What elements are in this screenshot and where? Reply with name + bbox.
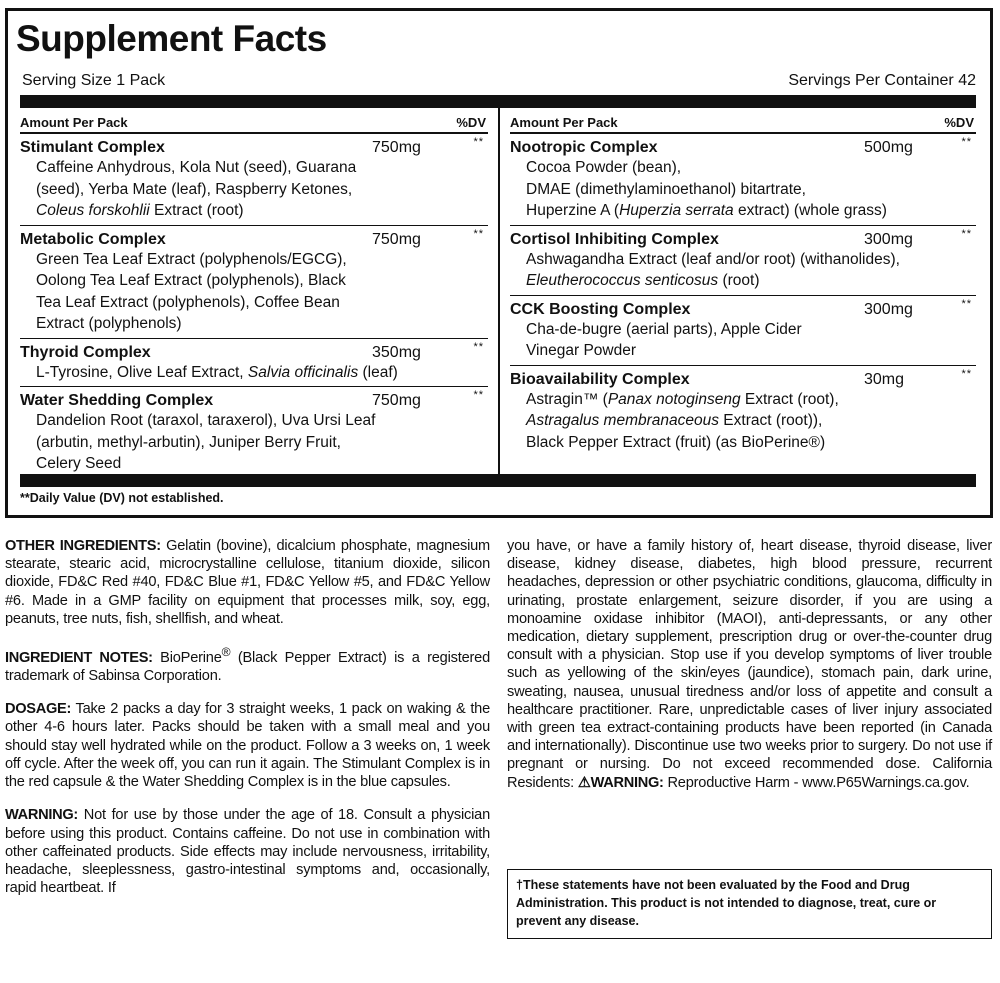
- latin-name: Panax notoginseng: [607, 390, 741, 408]
- ingredient-notes: [5, 643, 490, 685]
- complex-name: Cortisol Inhibiting Complex: [510, 230, 719, 248]
- complex-row: [20, 339, 488, 388]
- ingredient-line: [526, 249, 976, 271]
- ingredient-line: [36, 157, 488, 179]
- dv-header: %DV: [944, 115, 974, 130]
- complex-row: [20, 134, 488, 226]
- ingredient-line: [526, 179, 976, 201]
- amount-per-pack-label: Amount Per Pack: [510, 115, 618, 130]
- column-header: [20, 108, 488, 130]
- complex-amount: 350mg: [372, 343, 421, 361]
- warning-continued: [507, 537, 992, 792]
- ingredient-notes-text: BioPerine: [152, 649, 222, 666]
- dv-not-established-mark: **: [961, 367, 972, 380]
- complex-row: [510, 366, 976, 457]
- warning-label: WARNING:: [5, 807, 78, 824]
- complex-row: [510, 226, 976, 296]
- dosage-label: DOSAGE:: [5, 701, 72, 718]
- complex-ingredients: [20, 249, 488, 335]
- ingredient-text: Dandelion Root (taraxol, taraxerol), Uva Ursi Leaf: [36, 412, 376, 429]
- prop65-warning-label: ⚠WARNING:: [577, 774, 664, 791]
- prop65-warning-text: Reproductive Harm - www.P65Warnings.ca.gov.: [663, 774, 970, 791]
- ingredient-text: Vinegar Powder: [526, 342, 637, 359]
- ingredient-line: [36, 362, 488, 384]
- complex-amount: 750mg: [372, 139, 421, 156]
- dosage: [5, 700, 490, 791]
- dv-not-established-mark: **: [961, 136, 972, 148]
- fda-disclaimer: †These statements have not been evaluated by the Food and Drug Administration. This product is not intended to diagnose, treat, cure or prevent any disease.: [507, 869, 992, 939]
- dv-footnote: **Daily Value (DV) not established.: [20, 491, 224, 505]
- ingredient-line: [526, 319, 976, 341]
- column-header: [510, 108, 976, 130]
- registered-mark: ®: [221, 645, 231, 660]
- ingredient-text: Extract (root): [149, 202, 244, 219]
- complex-amount: 30mg: [864, 370, 905, 388]
- ingredient-notes-label: INGREDIENT NOTES:: [5, 649, 153, 666]
- latin-name: Coleus forskohlii: [36, 202, 150, 219]
- other-ingredients-label: OTHER INGREDIENTS:: [5, 538, 161, 554]
- facts-column-left: [20, 108, 488, 478]
- ingredient-line: [526, 340, 976, 362]
- complex-name: CCK Boosting Complex: [510, 300, 691, 318]
- ingredient-text: Cocoa Powder (bean),: [526, 159, 682, 176]
- complex-amount: 750mg: [372, 230, 421, 248]
- complex-ingredients: [510, 319, 976, 362]
- ingredient-text: Tea Leaf Extract (polyphenols), Coffee Bean: [36, 293, 340, 311]
- latin-name: Astragalus membranaceous: [526, 412, 719, 429]
- ingredient-line: [36, 410, 488, 432]
- complex-ingredients: [510, 249, 976, 292]
- complex-name: Stimulant Complex: [20, 139, 165, 156]
- ingredient-text: Extract (polyphenols): [36, 315, 182, 332]
- complex-name: Nootropic Complex: [510, 139, 658, 156]
- dosage-text: Take 2 packs a day for 3 straight weeks, 1 pack on waking & the other 4-6 hours later. Packs should be taken with a small meal and you should stay well hydrated while on the product. Follow a 3 weeks on, 1 week off cycle. After the week off, you can run it again. The Stimulant Complex is in the red capsule & the Water Shedding Complex is in the blue capsules.: [5, 701, 490, 791]
- complex-amount: 300mg: [864, 230, 913, 248]
- amount-per-pack-label: Amount Per Pack: [20, 115, 128, 130]
- other-ingredients: [5, 537, 490, 628]
- ingredient-text: (leaf): [358, 363, 398, 381]
- supplement-facts-title: Supplement Facts: [16, 18, 327, 59]
- complex-ingredients: [20, 410, 488, 475]
- dv-header: %DV: [456, 115, 486, 130]
- complex-name: Water Shedding Complex: [20, 392, 214, 409]
- ingredient-text: (root): [718, 272, 760, 289]
- label-text-left: [5, 537, 490, 912]
- ingredient-line: [36, 292, 488, 314]
- ingredient-line: [36, 249, 488, 271]
- complex-name: Bioavailability Complex: [510, 370, 690, 388]
- warning-text: Not for use by those under the age of 18. Consult a physician before using this product. Contains caffeine. Do not use in combination with other caffeinated products. Side effects may include nervousness, irritability, headache, sleeplessness, gastro-intestinal symptoms and, occasionally, rapid heartbeat. If: [5, 807, 490, 897]
- ingredient-notes-text-2: (Black Pepper Extract) is a registered trademark of Sabinsa Corporation.: [5, 649, 490, 685]
- complex-amount: 750mg: [372, 392, 421, 409]
- ingredient-text: L-Tyrosine, Olive Leaf Extract,: [36, 363, 248, 381]
- bottom-rule: [20, 474, 976, 487]
- complex-row: [510, 134, 976, 226]
- ingredient-line: [526, 270, 976, 292]
- dv-not-established-mark: **: [961, 297, 972, 310]
- complex-amount: 300mg: [864, 300, 913, 318]
- ingredient-text: extract) (whole grass): [733, 202, 887, 219]
- complex-name: Metabolic Complex: [20, 230, 166, 248]
- ingredient-line: [526, 200, 976, 222]
- ingredient-line: [36, 313, 488, 335]
- latin-name: Eleutherococcus senticosus: [526, 272, 719, 289]
- complex-list: [510, 134, 976, 456]
- facts-column-right: [510, 108, 976, 456]
- complex-name: Thyroid Complex: [20, 343, 151, 361]
- complex-row: [20, 387, 488, 478]
- ingredient-text: Black Pepper Extract (fruit) (as BioPerine®): [526, 433, 826, 451]
- complex-row: [20, 226, 488, 339]
- complex-ingredients: [510, 157, 976, 222]
- dv-not-established-mark: **: [961, 227, 972, 240]
- complex-ingredients: [510, 389, 976, 454]
- column-divider: [498, 108, 500, 474]
- ingredient-text: Ashwagandha Extract (leaf and/or root) (withanolides),: [526, 250, 900, 268]
- ingredient-text: Extract (root)),: [719, 412, 823, 429]
- ingredient-line: [36, 453, 488, 475]
- ingredient-text: Astragin™ (: [526, 390, 608, 408]
- dv-not-established-mark: **: [473, 136, 484, 148]
- ingredient-line: [526, 410, 976, 432]
- warning-continued-text: you have, or have a family history of, heart disease, thyroid disease, liver disease, kidney disease, diabetes, high blood pressure, recurrent headaches, depression or other psychiatric conditions, glaucoma, difficulty in urinating, prostate enlargement, seizure disorder, if you are using a monoamine oxidase inhibitor (MAOI), anti-depressants, or any other medication, dietary supplement, prescription drug or over-the-counter drug consult with a physician. Stop use if you develop symptoms of liver trouble such as yellowing of the skin/eyes (jaundice), stomach pain, dark urine, sweating, nausea, unusual tiredness and/or loss of appetite and consult a healthcare practitioner. Rare, unpredictable cases of liver injury associated with green tea extract-containing products have been reported (in Canada and internationally). Discontinue use two weeks prior to surgery. Do not use if pregnant or nursing. Do not exceed recommended dose. California Residents:: [507, 538, 992, 791]
- complex-amount: 500mg: [864, 139, 913, 156]
- label-text-right: [507, 537, 992, 792]
- ingredient-text: Caffeine Anhydrous, Kola Nut (seed), Guarana: [36, 159, 357, 176]
- serving-size: Serving Size 1 Pack: [22, 72, 166, 89]
- ingredient-text: Huperzine A (: [526, 202, 620, 219]
- warning: [5, 806, 490, 897]
- ingredient-text: Oolong Tea Leaf Extract (polyphenols), Black: [36, 272, 346, 289]
- ingredient-text: Cha-de-bugre (aerial parts), Apple Cider: [526, 320, 802, 338]
- complex-ingredients: [20, 362, 488, 384]
- ingredient-line: [526, 432, 976, 454]
- ingredient-text: Celery Seed: [36, 455, 122, 472]
- ingredient-text: (arbutin, methyl-arbutin), Juniper Berry Fruit,: [36, 433, 341, 451]
- ingredient-line: [36, 179, 488, 201]
- other-ingredients-text: Gelatin (bovine), dicalcium phosphate, magnesium stearate, stearic acid, microcrystalline cellulose, titanium dioxide, silicon dioxide, FD&C Red #40, FD&C Blue #1, FD&C Yellow #5, and FD&C Yellow #6. Made in a GMP facility on equipment that processes milk, soy, egg, peanuts, tree nuts, fish, shellfish, and wheat.: [5, 538, 490, 627]
- latin-name: Salvia officinalis: [247, 363, 359, 381]
- dv-not-established-mark: **: [473, 389, 484, 401]
- ingredient-line: [526, 157, 976, 179]
- top-rule: [20, 95, 976, 108]
- servings-per-container: Servings Per Container 42: [788, 72, 976, 89]
- dv-not-established-mark: **: [473, 340, 484, 353]
- ingredient-text: DMAE (dimethylaminoethanol) bitartrate,: [526, 180, 806, 198]
- ingredient-line: [36, 432, 488, 454]
- complex-list: [20, 134, 488, 478]
- ingredient-line: [36, 200, 488, 222]
- ingredient-text: (seed), Yerba Mate (leaf), Raspberry Ketones,: [36, 180, 353, 198]
- ingredient-line: [36, 270, 488, 292]
- ingredient-text: Green Tea Leaf Extract (polyphenols/EGCG),: [36, 250, 347, 268]
- ingredient-line: [526, 389, 976, 411]
- dv-not-established-mark: **: [473, 227, 484, 240]
- complex-ingredients: [20, 157, 488, 222]
- complex-row: [510, 296, 976, 366]
- ingredient-text: Extract (root),: [740, 390, 839, 408]
- latin-name: Huperzia serrata: [619, 202, 734, 219]
